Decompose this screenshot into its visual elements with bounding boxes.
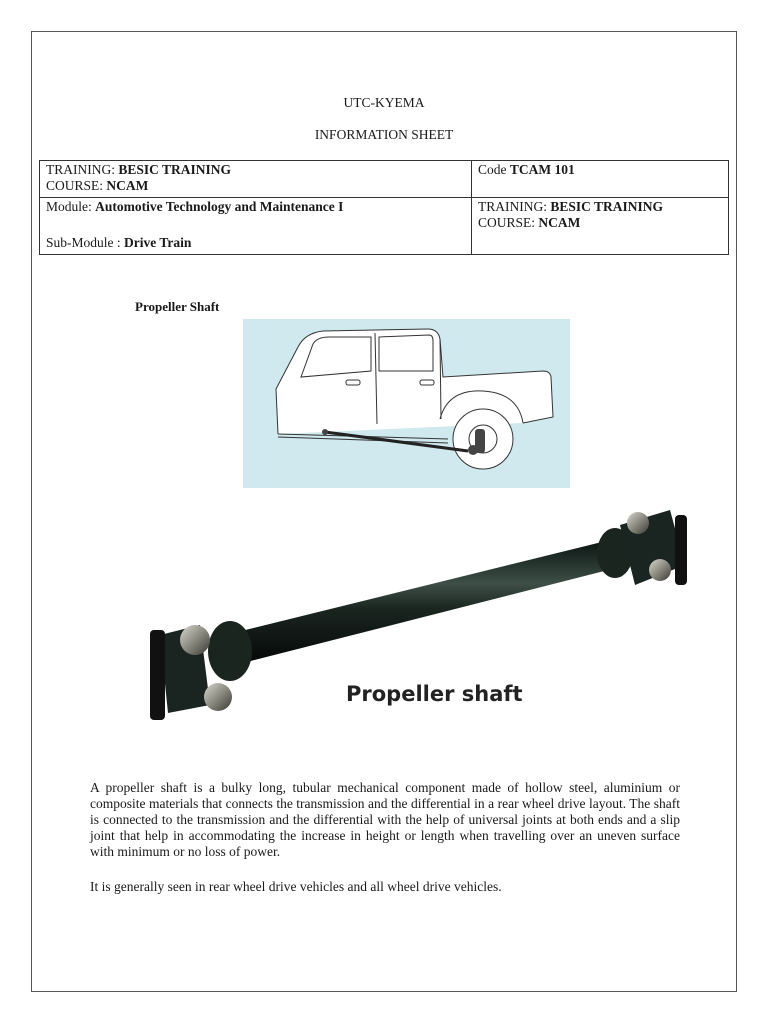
course-value: NCAM: [106, 178, 149, 193]
body-paragraph-1: A propeller shaft is a bulky long, tubular mechanical component made of hollow steel, aluminium or composite materials that connects the transmission and the differential in a rear wheel drive layout. The shaft is connected to the transmission and the differential with the help of universal joints at both ends and a slip joint that help in accommodating the increase in height or length when travelling over an uneven surface with minimum or no loss of power.: [90, 780, 680, 859]
module-value: Automotive Technology and Maintenance I: [95, 199, 344, 214]
figure-title: Propeller Shaft: [135, 299, 220, 314]
training-course-cell-right: [472, 198, 729, 255]
submodule-label: Sub-Module :: [46, 235, 125, 250]
training-value-right: BESIC TRAINING: [550, 199, 664, 214]
course-label-right: COURSE:: [478, 215, 539, 230]
code-cell: [472, 161, 729, 198]
code-label: Code: [478, 162, 510, 177]
course-label: COURSE:: [46, 178, 107, 193]
course-value-right: NCAM: [538, 215, 581, 230]
institution-name: UTC-KYEMA: [343, 95, 425, 110]
body-paragraph-2: It is generally seen in rear wheel drive vehicles and all wheel drive vehicles.: [90, 879, 502, 894]
info-table: [39, 160, 729, 255]
code-value: TCAM 101: [509, 162, 575, 177]
sheet-title: INFORMATION SHEET: [314, 127, 454, 142]
training-value: BESIC TRAINING: [118, 162, 232, 177]
training-label: TRAINING:: [46, 162, 119, 177]
photo-caption: Propeller shaft: [346, 682, 523, 706]
propeller-shaft-photo: [140, 505, 700, 745]
left-universal-joint: [150, 621, 252, 720]
module-cell: [40, 198, 472, 255]
submodule-value: Drive Train: [124, 235, 192, 250]
training-course-cell: [40, 161, 472, 198]
truck-drivetrain-diagram: [243, 319, 570, 488]
training-label-right: TRAINING:: [478, 199, 551, 214]
right-universal-joint: [597, 510, 687, 585]
module-label: Module:: [46, 199, 96, 214]
